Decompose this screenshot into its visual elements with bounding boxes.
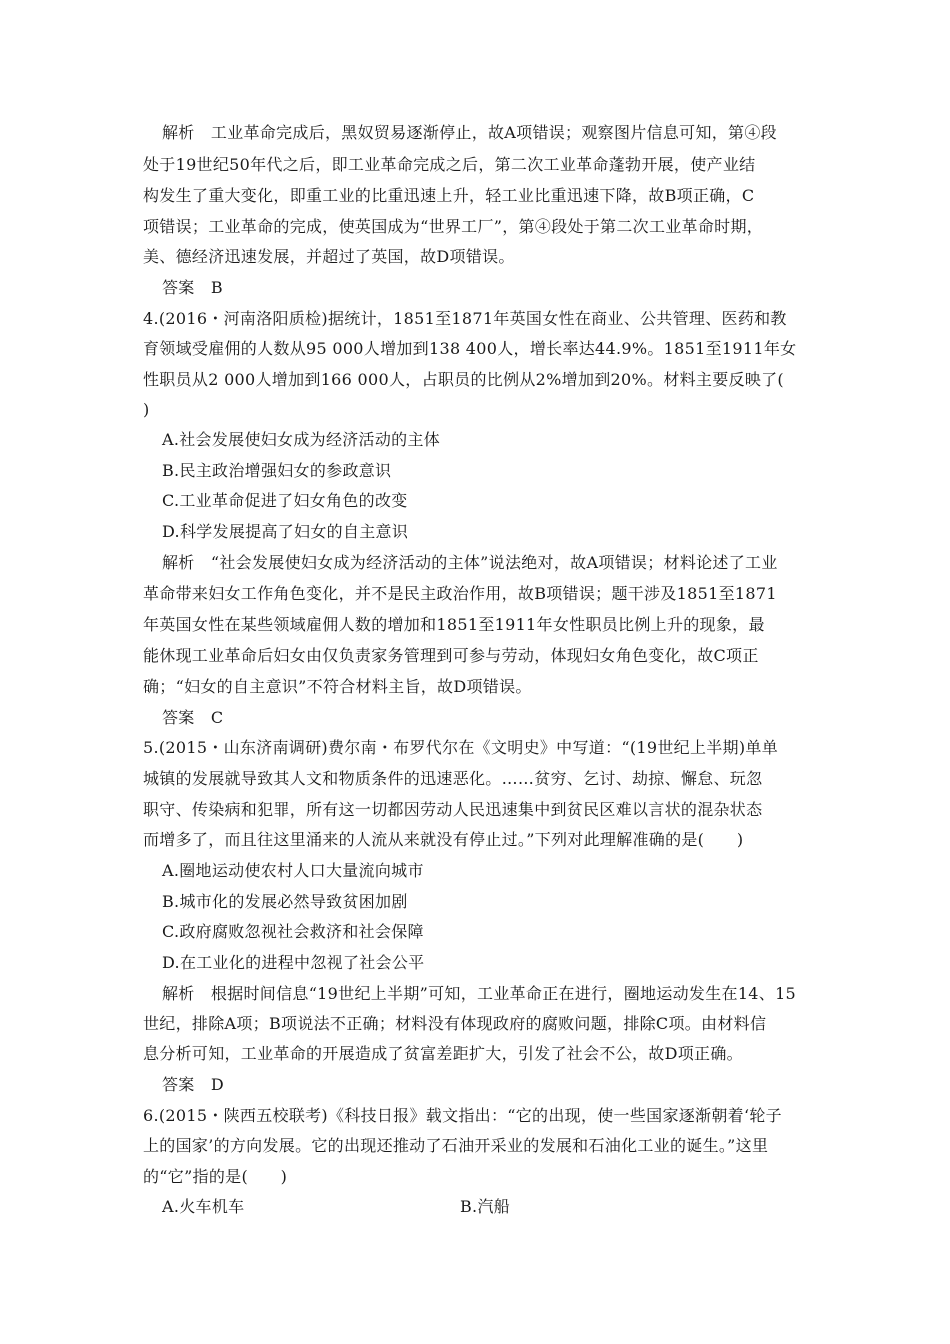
q4-analysis-line: 确；“妇女的自主意识”不符合材料主旨，故D项错误。 (143, 677, 532, 696)
q6-stem-line: 的“它”指的是( ) (143, 1167, 288, 1186)
q3-analysis-line: 美、德经济迅速发展，并超过了英国，故D项错误。 (143, 247, 515, 266)
q5-analysis-line: 世纪，排除A项；B项说法不正确；材料没有体现政府的腐败问题，排除C项。由材料信 (143, 1014, 767, 1033)
q3-answer: 答案 B (162, 278, 223, 297)
q4-stem-line: 育领域受雇佣的人数从95 000人增加到138 400人，增长率达44.9%。1851至1911年女 (143, 339, 797, 358)
q5-option-c: C.政府腐败忽视社会救济和社会保障 (162, 922, 424, 941)
q3-analysis-line: 项错误；工业革命的完成，使英国成为“世界工厂”，第④段处于第二次工业革命时期， (143, 217, 764, 236)
q4-option-c: C.工业革命促进了妇女角色的改变 (162, 491, 408, 510)
q5-option-b: B.城市化的发展必然导致贫困加剧 (162, 892, 408, 911)
q5-analysis-line: 息分析可知，工业革命的开展造成了贫富差距扩大，引发了社会不公，故D项正确。 (143, 1044, 743, 1063)
q5-option-d: D.在工业化的进程中忽视了社会公平 (162, 953, 425, 972)
q4-analysis-line: 解析 “社会发展使妇女成为经济活动的主体”说法绝对，故A项错误；材料论述了工业 (162, 553, 778, 572)
q4-option-a: A.社会发展使妇女成为经济活动的主体 (162, 430, 441, 449)
q5-answer: 答案 D (162, 1075, 225, 1094)
q4-analysis-line: 革命带来妇女工作角色变化，并不是民主政治作用，故B项错误；题干涉及1851至1871 (143, 584, 777, 603)
q6-stem-line: 上的国家’的方向发展。它的出现还推动了石油开采业的发展和石油化工业的诞生。”这里 (143, 1136, 769, 1155)
q4-stem-line: 性职员从2 000人增加到166 000人，占职员的比例从2%增加到20%。材料主要反映了( (143, 370, 784, 389)
q5-stem-line: 5.(2015・山东济南调研)费尔南・布罗代尔在《文明史》中写道：“(19世纪上半期)单单 (143, 738, 778, 757)
q4-analysis-line: 年英国女性在某些领域雇佣人数的增加和1851至1911年女性职员比例上升的现象，最 (143, 615, 765, 634)
q4-answer: 答案 C (162, 708, 224, 727)
q5-option-a: A.圈地运动使农村人口大量流向城市 (162, 861, 424, 880)
q4-analysis-line: 能休现工业革命后妇女由仅负责家务管理到可参与劳动，体现妇女角色变化，故C项正 (143, 646, 759, 665)
q4-stem-line: 4.(2016・河南洛阳质检)据统计，1851至1871年英国女性在商业、公共管理、医药和教 (143, 309, 787, 328)
q5-stem-line: 城镇的发展就导致其人文和物质条件的迅速恶化。……贫穷、乞讨、劫掠、懈怠、玩忽 (143, 769, 763, 788)
q3-analysis-line: 解析 工业革命完成后，黑奴贸易逐渐停止，故A项错误；观察图片信息可知，第④段 (162, 123, 777, 142)
q4-stem-line: ) (143, 400, 150, 419)
q4-option-d: D.科学发展提高了妇女的自主意识 (162, 522, 409, 541)
q5-analysis-line: 解析 根据时间信息“19世纪上半期”可知，工业革命正在进行，圈地运动发生在14、15 (162, 984, 797, 1003)
q6-option-a: A.火车机车 (162, 1197, 245, 1216)
q3-analysis-line: 处于19世纪50年代之后，即工业革命完成之后，第二次工业革命蓬勃开展，使产业结 (143, 155, 756, 174)
q5-stem-line: 而增多了，而且往这里涌来的人流从来就没有停止过。”下列对此理解准确的是( ) (143, 830, 744, 849)
q5-stem-line: 职守、传染病和犯罪，所有这一切都因劳动人民迅速集中到贫民区难以言状的混杂状态 (143, 800, 763, 819)
q6-stem-line: 6.(2015・陕西五校联考)《科技日报》载文指出：“它的出现，使一些国家逐渐朝着‘轮子 (143, 1106, 782, 1125)
q4-option-b: B.民主政治增强妇女的参政意识 (162, 461, 392, 480)
q3-analysis-line: 构发生了重大变化，即重工业的比重迅速上升，轻工业比重迅速下降，故B项正确，C (143, 186, 755, 205)
q6-option-b: B.汽船 (460, 1197, 511, 1216)
